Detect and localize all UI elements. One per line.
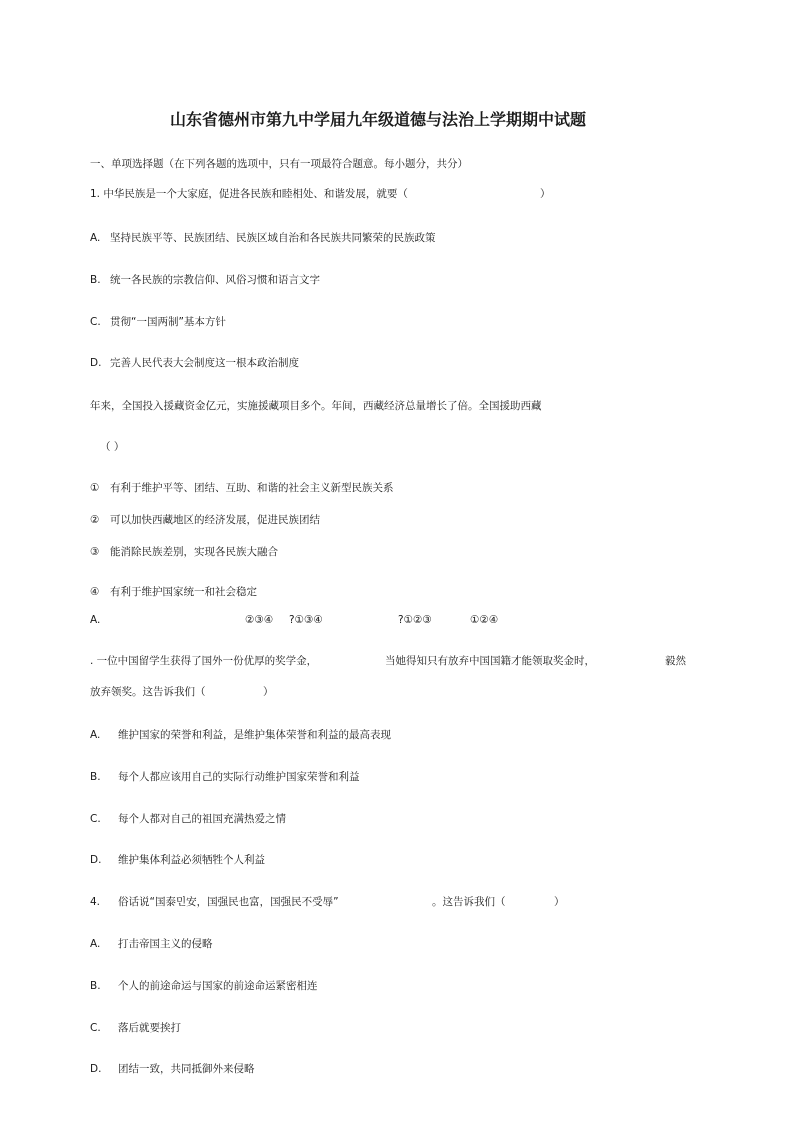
q3-stem-part1: . 一位中国留学生获得了国外一份优厚的奖学金， [90,655,318,667]
page-title: 山东省德州市第九中学届九年级道德与法治上学期期中试题 [170,110,587,129]
q3-option-d [90,853,265,867]
q3-stem-line2: 放弃领奖。这告诉我们（ [90,686,206,698]
q2-statement-1 [90,481,394,495]
q3-stem-part3: 毅然 [665,655,686,667]
q1-stem-close: ） [540,188,551,200]
option-label: C. [90,813,101,825]
q2-choice-b: ?①③④ [289,614,323,626]
statement-text: 有利于维护国家统一和社会稳定 [110,586,257,598]
q4-stem-part1: 俗话说“国泰민安，国强民也富，国强民不受辱” [118,896,339,908]
q2-choice-c: ?①②③ [398,614,432,626]
option-label: C. [90,316,101,328]
statement-mark: ② [90,514,100,526]
option-label: D. [90,357,102,369]
q1-option-b [90,273,320,287]
q4-option-d [90,1062,255,1076]
statement-mark: ③ [90,546,100,558]
statement-text: 能消除民族差别，实现各民族大融合 [110,546,278,558]
option-text: 完善人民代表大会制度这一根本政治制度 [110,357,299,369]
q4-option-c [90,1021,181,1035]
q4-option-a [90,937,213,951]
option-text: 每个人都对自己的祖国充满热爱之情 [118,813,286,825]
option-label: D. [90,854,102,866]
option-label: D. [90,1063,102,1075]
q2-statement-2 [90,513,320,527]
statement-mark: ① [90,482,100,494]
q2-statement-4 [90,585,257,599]
q4-option-b [90,979,318,993]
q2-stem-line1: 年来，全国投入援藏资金亿元，实施援藏项目多个。年间，西藏经济总量增长了倍。全国援助西藏 [90,400,542,412]
option-text: 打击帝国主义的侵略 [118,938,213,950]
option-label: A. [90,729,101,741]
option-text: 个人的前途命运与国家的前途命运紧密相连 [118,980,318,992]
option-text: 落后就要挨打 [118,1022,181,1034]
option-label: A. [90,232,101,244]
option-label: B. [90,771,101,783]
q2-choice-a: ②③④ [245,614,274,626]
q2-stem-line2: （ ） [100,441,125,453]
q3-stem-close: ） [263,686,274,698]
option-text: 统一各民族的宗教信仰、风俗习惯和语言文字 [110,274,320,286]
option-text: 坚持民族平等、民族团结、民族区域自治和各民族共同繁荣的民族政策 [110,232,436,244]
option-text: 每个人都应该用自己的实际行动维护国家荣誉和利益 [118,771,360,783]
statement-mark: ④ [90,586,100,598]
section-heading: 一、单项选择题（在下列各题的选项中，只有一项最符合题意。每小题分，共分） [90,158,468,170]
option-text: 团结一致，共同抵御外来侵略 [118,1063,255,1075]
q4-stem-close: ） [554,896,565,908]
q4-stem-part2: 。这告诉我们（ [432,896,506,908]
option-label: C. [90,1022,101,1034]
option-text: 维护集体利益必须牺牲个人利益 [118,854,265,866]
statement-text: 有利于维护平等、团结、互助、和谐的社会主义新型民族关系 [110,482,394,494]
q1-option-a [90,231,436,245]
q3-option-a [90,728,391,742]
option-text: 维护国家的荣誉和利益，是维护集体荣誉和利益的最高表现 [118,729,391,741]
q1-stem: 1. 中华民族是一个大家庭，促进各民族和睦相处、和谐发展，就要（ [90,188,408,200]
q2-statement-3 [90,545,278,559]
q1-option-d [90,356,299,370]
option-text: 贯彻“一国两制”基本方针 [110,316,226,328]
q3-option-b [90,770,360,784]
q2-answer-label: A. [90,614,101,626]
q4-number: 4. [90,896,101,908]
option-label: A. [90,938,101,950]
option-label: B. [90,274,101,286]
q3-option-c [90,812,286,826]
q2-choice-d: ①②④ [470,614,499,626]
q3-stem-part2: 当她得知只有放弃中国国籍才能领取奖金时， [385,655,595,667]
statement-text: 可以加快西藏地区的经济发展，促进民族团结 [110,514,320,526]
q1-option-c [90,315,226,329]
option-label: B. [90,980,101,992]
